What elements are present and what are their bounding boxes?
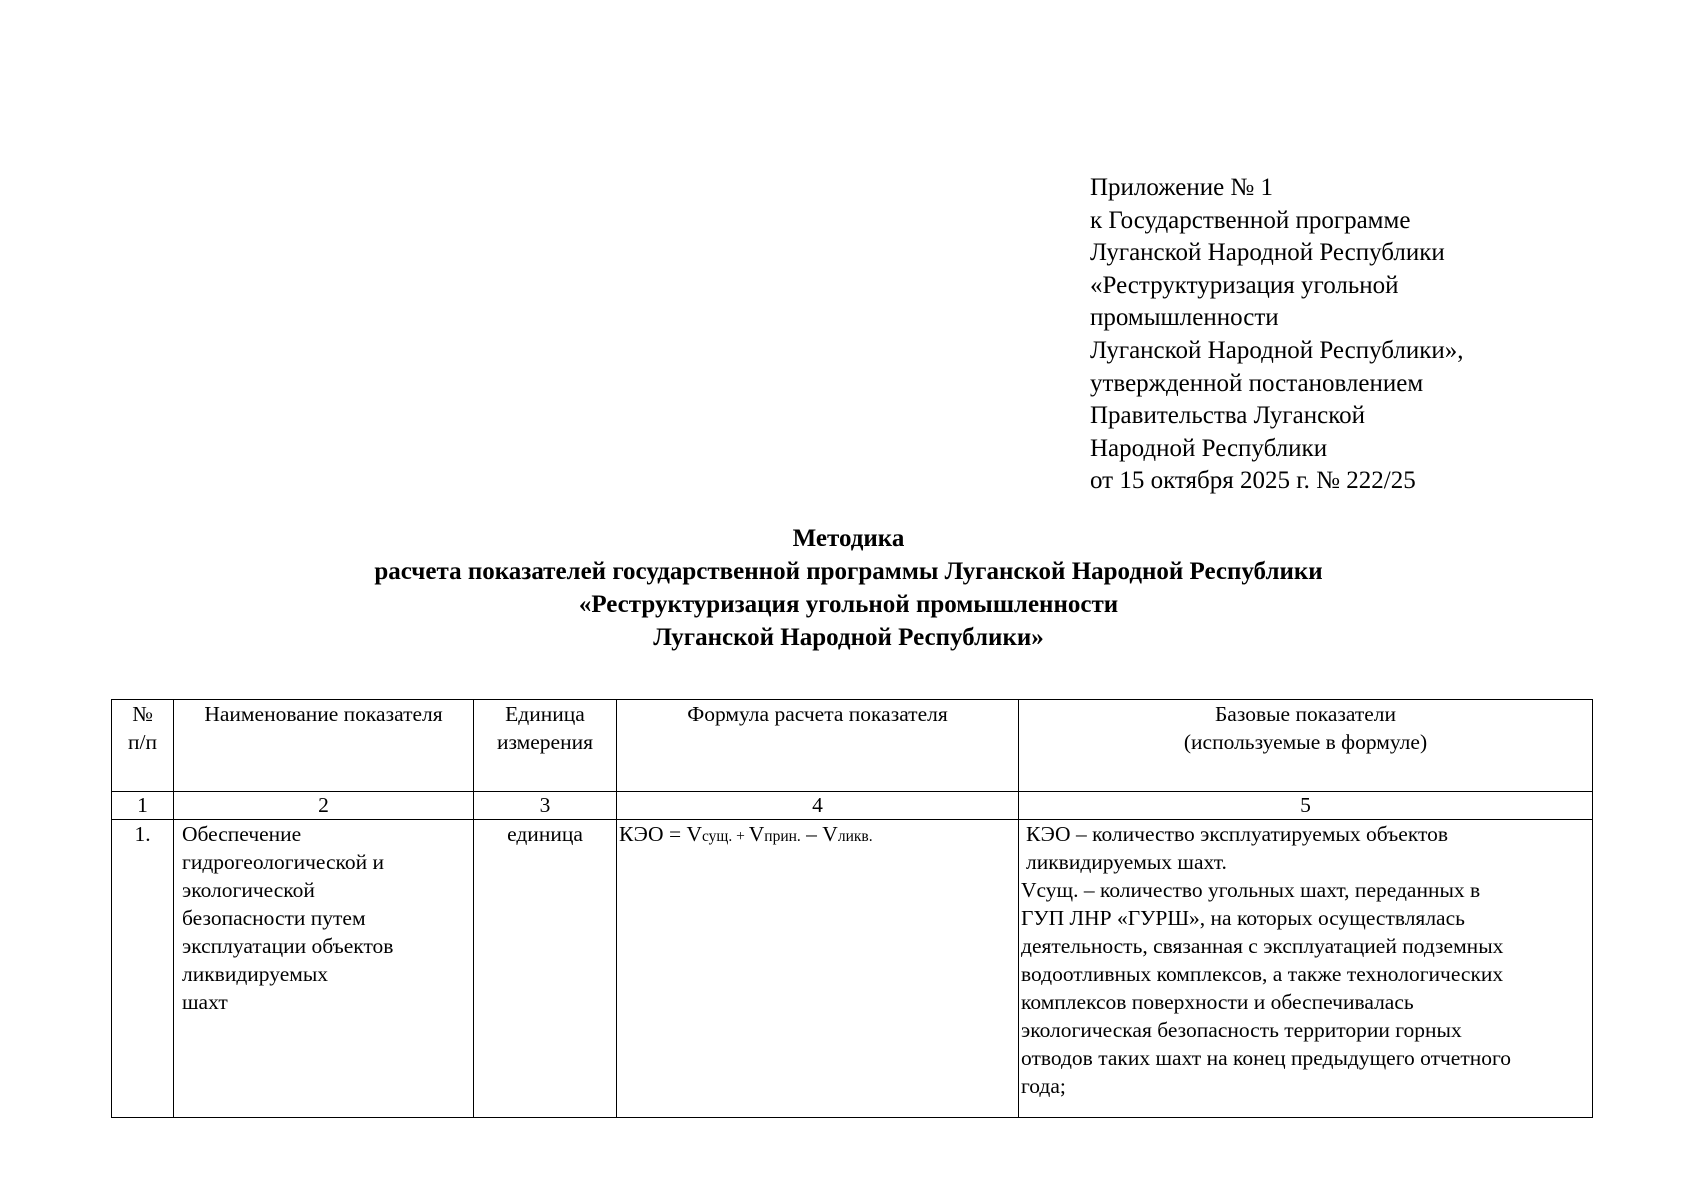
appendix-line: Правительства Луганской (1090, 402, 1365, 430)
header-num-line: № (132, 702, 153, 726)
indicator-name-line: ликвидируемых (182, 962, 329, 986)
title-line: «Реструктуризация угольной промышленности (578, 591, 1119, 618)
indicator-name-line: гидрогеологической и (182, 850, 385, 874)
formula-lhs: КЭО = (619, 822, 687, 846)
table-row (112, 820, 1593, 1118)
indicator-name-line: шахт (182, 990, 228, 1014)
header-unit-line: измерения (496, 730, 594, 754)
indicator-name-line: экологической (182, 878, 315, 902)
header-base-line: Базовые показатели (1214, 702, 1397, 726)
appendix-line: «Реструктуризация угольной (1090, 271, 1399, 299)
appendix-line: Народной Республики (1090, 434, 1328, 462)
indicator-formula (617, 820, 1019, 1118)
header-unit-line: Единица (505, 702, 585, 726)
indicator-name-line: эксплуатации объектов (182, 934, 394, 958)
appendix-line: от 15 октября 2025 г. № 222/25 (1090, 467, 1416, 495)
formula-operator: – (800, 822, 823, 846)
formula-line (619, 820, 1018, 851)
row-number: 1. (112, 820, 174, 1118)
title-line: Луганской Народной Республики» (653, 624, 1044, 651)
appendix-line: Луганской Народной Республики (1090, 239, 1445, 267)
base-line: Vсущ. – количество угольных шахт, переданных в (1021, 878, 1481, 902)
column-number: 1 (112, 792, 174, 820)
base-line: года; (1021, 1074, 1066, 1098)
appendix-line: Луганской Народной Республики», (1090, 336, 1464, 364)
base-line: КЭО – количество эксплуатируемых объектов (1026, 822, 1449, 846)
header-name-label: Наименование показателя (204, 702, 443, 726)
column-number: 4 (617, 792, 1019, 820)
appendix-line: к Государственной программе (1090, 206, 1411, 234)
header-num-line: п/п (128, 730, 157, 754)
base-indicators (1019, 820, 1593, 1118)
formula-subscript: ликв. (837, 828, 873, 845)
indicator-name-line: безопасности путем (182, 906, 366, 930)
base-line: водоотливных комплексов, а также технологических (1021, 962, 1504, 986)
header-name (174, 700, 474, 792)
base-line: ГУП ЛНР «ГУРШ», на которых осуществлялась (1021, 906, 1465, 930)
base-line: экологическая безопасность территории горных (1021, 1018, 1462, 1042)
formula-var: V (686, 822, 702, 846)
column-number-row (112, 792, 1593, 820)
appendix-block (1090, 172, 1650, 498)
indicator-unit: единица (474, 820, 617, 1118)
formula-var: V (748, 822, 765, 846)
indicator-name (174, 820, 474, 1118)
column-number: 3 (474, 792, 617, 820)
header-num (112, 700, 174, 792)
formula-subscript: сущ. (702, 828, 733, 845)
base-line: ликвидируемых шахт. (1026, 850, 1227, 874)
indicators-table (111, 699, 1593, 1118)
base-line: деятельность, связанная с эксплуатацией подземных (1021, 934, 1504, 958)
header-base-line: (используемые в формуле) (1183, 730, 1428, 754)
indicator-name-line: Обеспечение (182, 822, 302, 846)
appendix-line: Приложение № 1 (1090, 174, 1274, 201)
title-line: расчета показателей государственной программы Луганской Народной Республики (374, 558, 1323, 585)
column-number: 5 (1019, 792, 1593, 820)
document-title (0, 522, 1697, 654)
formula-var: V (822, 822, 838, 846)
appendix-line: утвержденной постановлением (1090, 369, 1424, 397)
base-line: комплексов поверхности и обеспечивалась (1021, 990, 1414, 1014)
formula-subscript: прин. (764, 828, 801, 845)
base-line: отводов таких шахт на конец предыдущего отчетного (1021, 1046, 1512, 1070)
title-line: Методика (792, 525, 905, 552)
appendix-line: промышленности (1090, 304, 1279, 332)
formula-operator: + (732, 828, 749, 845)
column-number: 2 (174, 792, 474, 820)
header-base (1019, 700, 1593, 792)
header-unit (474, 700, 617, 792)
header-formula (617, 700, 1019, 792)
table-header-row (112, 700, 1593, 792)
header-formula-label: Формула расчета показателя (687, 702, 948, 726)
